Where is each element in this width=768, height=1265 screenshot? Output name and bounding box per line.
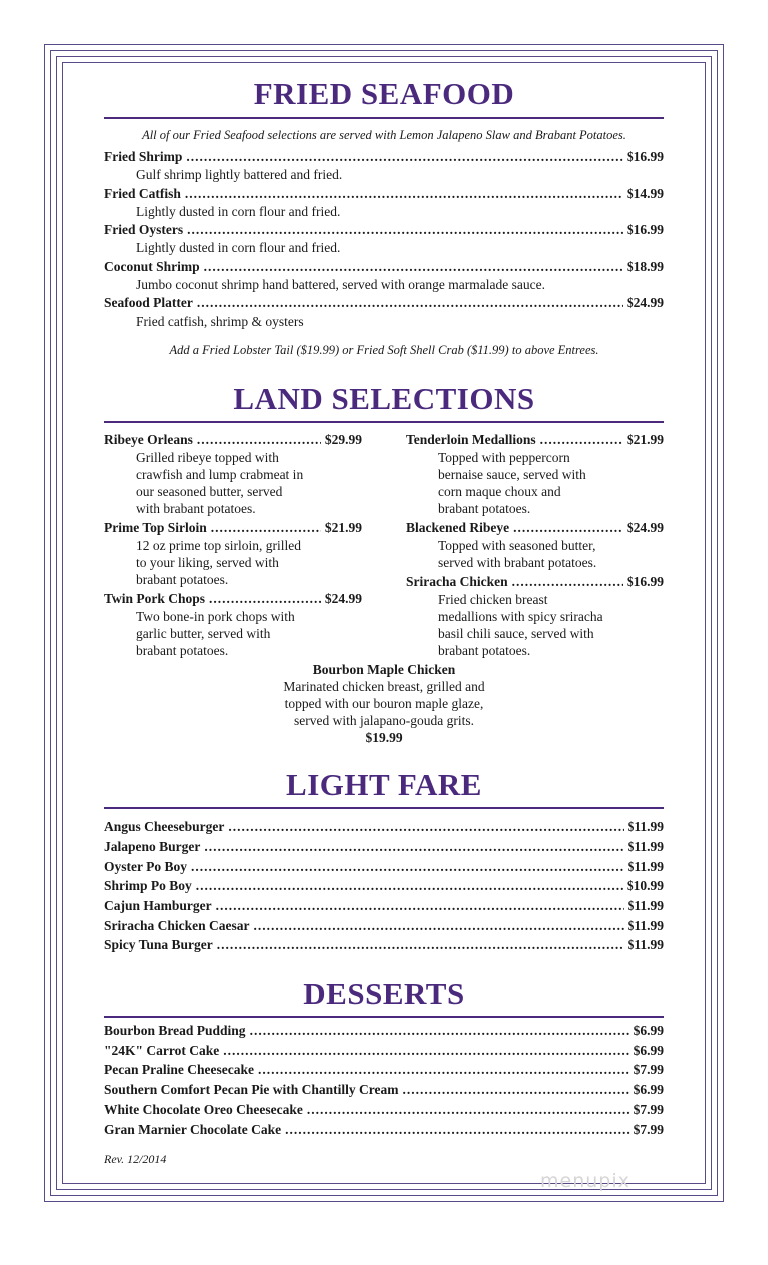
item-price: $6.99 [633,1082,664,1097]
light-fare-rule [104,807,664,809]
item-name: Ribeye Orleans [104,432,193,447]
menu-item [104,1023,664,1039]
item-name: Fried Catfish [104,186,181,201]
item-name: Oyster Po Boy [104,859,187,874]
item-price: $11.99 [627,918,664,933]
menu-item [104,898,664,914]
item-description: Fried catfish, shrimp & oysters [136,314,304,329]
item-price: $21.99 [324,520,362,535]
item-price: $16.99 [626,149,664,164]
item-description: 12 oz prime top sirloin, grilled to your liking, served with brabant potatoes. [136,538,301,587]
item-price: $16.99 [626,222,664,237]
watermark-logo: menupix [540,1170,630,1192]
menu-item [406,574,664,590]
item-name: "24K" Carrot Cake [104,1043,220,1058]
item-name: Bourbon Maple Chicken [312,662,456,677]
item-name: Angus Cheeseburger [104,819,225,834]
menu-item [104,1043,664,1059]
item-description: topped with our bouron maple glaze, [284,696,484,711]
desserts-rule [104,1016,664,1018]
desserts-heading: DESSERTS [303,976,465,1011]
item-name: Twin Pork Chops [104,591,206,606]
menu-item [104,1062,664,1078]
item-price: $7.99 [633,1062,664,1077]
item-name: Tenderloin Medallions [406,432,536,447]
item-name: White Chocolate Oreo Cheesecake [104,1102,303,1117]
item-name: Coconut Shrimp [104,259,200,274]
land-selections-rule [104,421,664,423]
item-price: $6.99 [633,1043,664,1058]
item-description: Fried chicken breast medallions with spicy sriracha basil chili sauce, served with brabant potatoes. [438,592,603,658]
light-fare-heading: LIGHT FARE [286,767,482,802]
item-price: $11.99 [627,859,664,874]
menu-item [104,1122,664,1138]
item-price: $16.99 [626,574,664,589]
item-price: $6.99 [633,1023,664,1038]
menu-item [104,878,664,894]
item-price: $24.99 [324,591,362,606]
item-description: Marinated chicken breast, grilled and [283,679,485,694]
item-description: Gulf shrimp lightly battered and fried. [136,167,343,182]
item-name: Bourbon Bread Pudding [104,1023,246,1038]
item-description: Lightly dusted in corn flour and fried. [136,240,341,255]
item-name: Shrimp Po Boy [104,878,192,893]
item-price: $11.99 [627,898,664,913]
item-name: Sriracha Chicken [406,574,508,589]
menu-item [104,819,664,835]
item-name: Southern Comfort Pecan Pie with Chantilly Cream [104,1082,399,1097]
item-name: Gran Marnier Chocolate Cake [104,1122,282,1137]
fried-seafood-addon-note: Add a Fried Lobster Tail ($19.99) or Fried Soft Shell Crab ($11.99) to above Entrees. [169,343,599,357]
item-price: $19.99 [365,730,403,745]
item-name: Fried Oysters [104,222,184,237]
menu-item [104,859,664,875]
menu-item [104,520,362,536]
item-description: Topped with seasoned butter, served with brabant potatoes. [438,538,597,570]
item-price: $7.99 [633,1122,664,1137]
item-name: Cajun Hamburger [104,898,212,913]
featured-item-bourbon-maple-chicken [254,661,514,746]
item-description: Grilled ribeye topped with crawfish and lump crabmeat in our seasoned butter, served with brabant potatoes. [136,450,304,516]
item-description: Lightly dusted in corn flour and fried. [136,204,341,219]
menu-item [406,520,664,536]
land-selections-heading: LAND SELECTIONS [233,381,535,416]
item-price: $21.99 [626,432,664,447]
menu-item [104,1082,664,1098]
menu-item [104,295,664,311]
item-price: $24.99 [626,295,664,310]
item-price: $18.99 [626,259,664,274]
item-name: Seafood Platter [104,295,193,310]
menu-item [104,259,664,275]
item-price: $7.99 [633,1102,664,1117]
item-name: Blackened Ribeye [406,520,510,535]
item-name: Pecan Praline Cheesecake [104,1062,254,1077]
item-name: Prime Top Sirloin [104,520,207,535]
item-price: $14.99 [626,186,664,201]
menu-item [104,839,664,855]
menu-item [104,918,664,934]
menu-item [104,937,664,953]
item-description: served with jalapano-gouda grits. [294,713,474,728]
item-name: Spicy Tuna Burger [104,937,213,952]
item-price: $11.99 [627,937,664,952]
item-price: $24.99 [626,520,664,535]
revision-date: Rev. 12/2014 [104,1152,167,1166]
menu-item [104,591,362,607]
item-price: $11.99 [627,819,664,834]
menu-item [104,149,664,165]
item-description: Two bone-in pork chops with garlic butter, served with brabant potatoes. [136,609,295,658]
menu-item [104,222,664,238]
item-name: Jalapeno Burger [104,839,201,854]
menu-item [104,1102,664,1118]
item-price: $29.99 [324,432,362,447]
menu-item [406,432,664,448]
item-price: $11.99 [627,839,664,854]
item-description: Topped with peppercorn bernaise sauce, served with corn maque choux and brabant potatoes. [438,450,586,516]
menu-item [104,186,664,202]
item-name: Sriracha Chicken Caesar [104,918,250,933]
item-description: Jumbo coconut shrimp hand battered, served with orange marmalade sauce. [136,277,545,292]
fried-seafood-note: All of our Fried Seafood selections are served with Lemon Jalapeno Slaw and Brabant Potatoes. [142,128,626,142]
fried-seafood-heading: FRIED SEAFOOD [253,76,515,111]
menu-item [104,432,362,448]
item-name: Fried Shrimp [104,149,183,164]
item-price: $10.99 [626,878,664,893]
fried-seafood-rule [104,117,664,119]
